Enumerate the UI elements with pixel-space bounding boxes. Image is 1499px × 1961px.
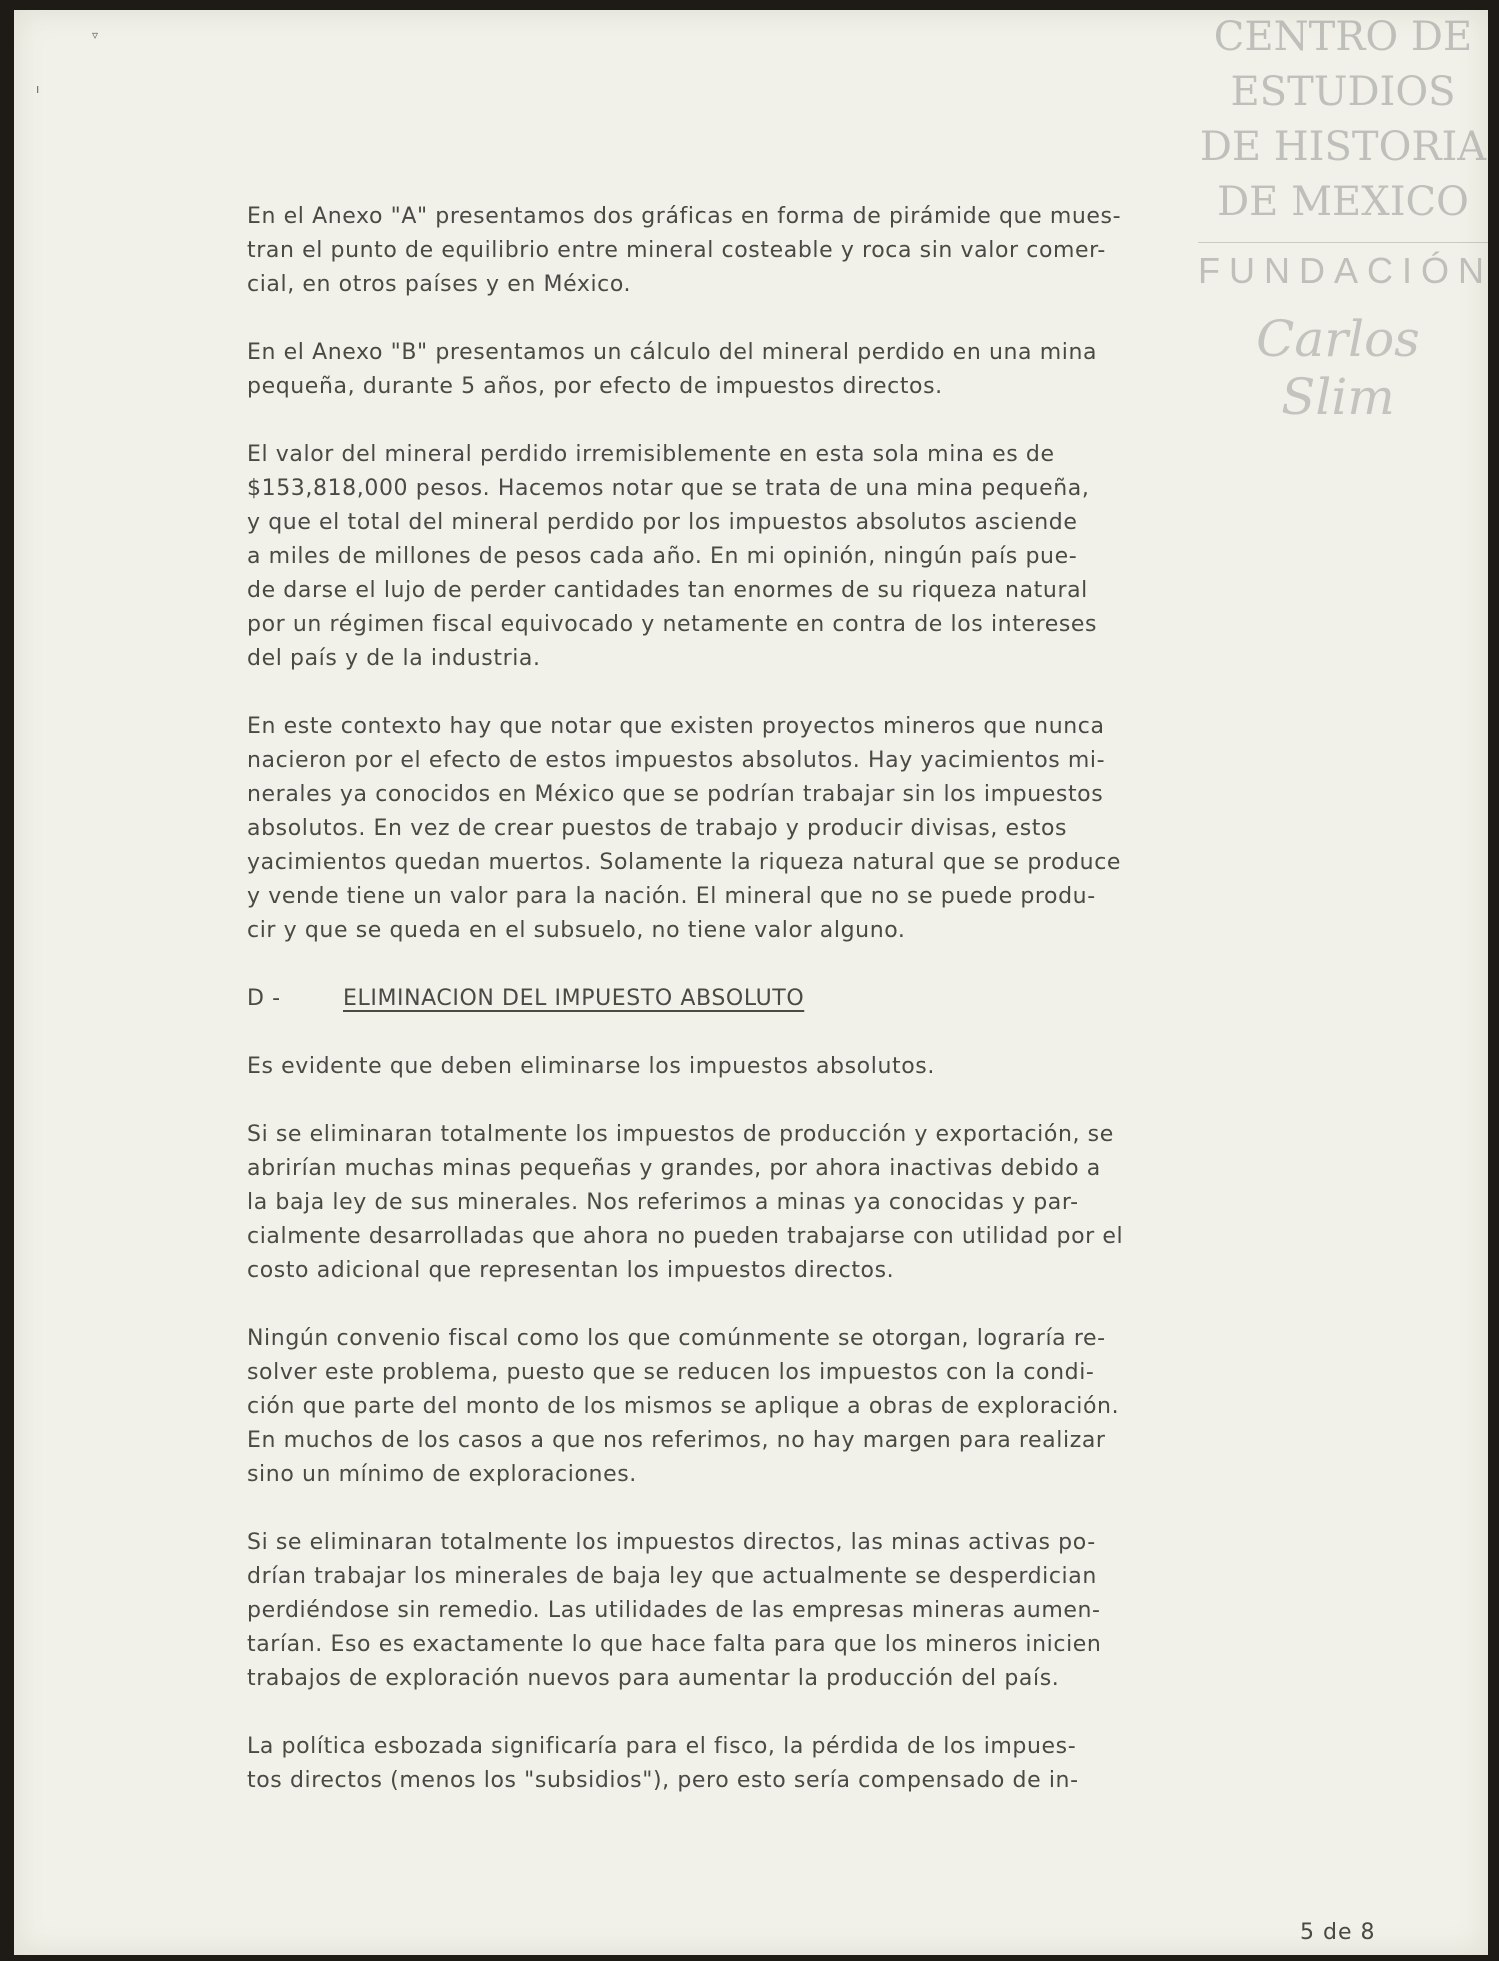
watermark-line: CENTRO DE <box>1213 14 1473 60</box>
text-line: cialmente desarrolladas que ahora no pueden trabajarse con utilidad por el <box>247 1224 1124 1249</box>
text-line: yacimientos quedan muertos. Solamente la riqueza natural que se produce <box>247 850 1122 875</box>
text-line: Si se eliminaran totalmente los impuestos de producción y exportación, se <box>247 1122 1114 1147</box>
text-line: tarían. Eso es exactamente lo que hace falta para que los mineros inicien <box>247 1632 1102 1657</box>
text-line: solver este problema, puesto que se reducen los impuestos con la condi- <box>247 1360 1095 1385</box>
text-line: absolutos. En vez de crear puestos de trabajo y producir divisas, estos <box>247 816 1068 841</box>
text-line: En el Anexo "A" presentamos dos gráficas en forma de pirámide que mues- <box>247 204 1122 229</box>
text-line: a miles de millones de pesos cada año. En mi opinión, ningún país pue- <box>247 544 1078 569</box>
text-line: y que el total del mineral perdido por los impuestos absolutos asciende <box>247 510 1078 535</box>
paragraph-evidente <box>247 1050 1377 1084</box>
text-line: nacieron por el efecto de estos impuestos absolutos. Hay yacimientos mi- <box>247 748 1106 773</box>
document-body <box>247 200 1377 1832</box>
watermark-line: DE MEXICO <box>1217 179 1469 225</box>
paragraph-convenio-fiscal <box>247 1322 1377 1492</box>
text-line: sino un mínimo de exploraciones. <box>247 1462 637 1487</box>
page-number: 5 de 8 <box>1300 1920 1376 1945</box>
text-line: ción que parte del monto de los mismos se aplique a obras de exploración. <box>247 1394 1120 1419</box>
section-title: ELIMINACION DEL IMPUESTO ABSOLUTO <box>343 986 805 1011</box>
text-line: perdiéndose sin remedio. Las utilidades de las empresas mineras aumen- <box>247 1598 1101 1623</box>
text-line: por un régimen fiscal equivocado y netamente en contra de los intereses <box>247 612 1098 637</box>
paragraph-politica <box>247 1730 1377 1798</box>
text-line: tran el punto de equilibrio entre mineral costeable y roca sin valor comer- <box>247 238 1106 263</box>
watermark-foundation: FUNDACIÓN <box>1198 250 1493 291</box>
text-line: Es evidente que deben eliminarse los impuestos absolutos. <box>247 1054 935 1079</box>
text-line: tos directos (menos los "subsidios"), pero esto sería compensado de in- <box>247 1768 1079 1793</box>
text-line: En este contexto hay que notar que existen proyectos mineros que nunca <box>247 714 1105 739</box>
section-heading <box>247 982 1377 1016</box>
text-line: En muchos de los casos a que nos referimos, no hay margen para realizar <box>247 1428 1106 1453</box>
text-line: cial, en otros países y en México. <box>247 272 632 297</box>
text-line: trabajos de exploración nuevos para aumentar la producción del país. <box>247 1666 1060 1691</box>
paragraph-contexto <box>247 710 1377 948</box>
text-line: cir y que se queda en el subsuelo, no tiene valor alguno. <box>247 918 906 943</box>
text-line: de darse el lujo de perder cantidades tan enormes de su riqueza natural <box>247 578 1088 603</box>
text-line: Si se eliminaran totalmente los impuestos directos, las minas activas po- <box>247 1530 1096 1555</box>
watermark-line: ESTUDIOS <box>1230 69 1456 115</box>
text-line: La política esbozada significaría para el fisco, la pérdida de los impues- <box>247 1734 1077 1759</box>
text-line: y vende tiene un valor para la nación. El mineral que no se puede produ- <box>247 884 1096 909</box>
text-line: drían trabajar los minerales de baja ley que actualmente se desperdician <box>247 1564 1097 1589</box>
text-line: costo adicional que representan los impuestos directos. <box>247 1258 895 1283</box>
scan-speck: ▿ <box>92 28 99 42</box>
paragraph-valor-mineral <box>247 438 1377 676</box>
watermark-signature: Carlos Slim <box>1256 310 1420 426</box>
document-page <box>14 10 1493 1955</box>
paragraph-eliminaran-directos <box>247 1526 1377 1696</box>
text-line: nerales ya conocidos en México que se podrían trabajar sin los impuestos <box>247 782 1104 807</box>
text-line: la baja ley de sus minerales. Nos referimos a minas ya conocidas y par- <box>247 1190 1079 1215</box>
paragraph-anexo-a <box>247 200 1377 302</box>
paragraph-anexo-b <box>247 336 1377 404</box>
text-line: El valor del mineral perdido irremisiblemente en esta sola mina es de <box>247 442 1055 467</box>
paragraph-eliminaran-produccion <box>247 1118 1377 1288</box>
section-label: D - <box>247 986 281 1011</box>
scan-speck: ı <box>36 82 40 96</box>
text-line: En el Anexo "B" presentamos un cálculo del mineral perdido en una mina <box>247 340 1098 365</box>
text-line: $153,818,000 pesos. Hacemos notar que se trata de una mina pequeña, <box>247 476 1090 501</box>
text-line: abrirían muchas minas pequeñas y grandes, por ahora inactivas debido a <box>247 1156 1101 1181</box>
text-line: Ningún convenio fiscal como los que comúnmente se otorgan, lograría re- <box>247 1326 1106 1351</box>
watermark-line: DE HISTORIA <box>1199 124 1487 170</box>
text-line: pequeña, durante 5 años, por efecto de impuestos directos. <box>247 374 943 399</box>
text-line: del país y de la industria. <box>247 646 541 671</box>
